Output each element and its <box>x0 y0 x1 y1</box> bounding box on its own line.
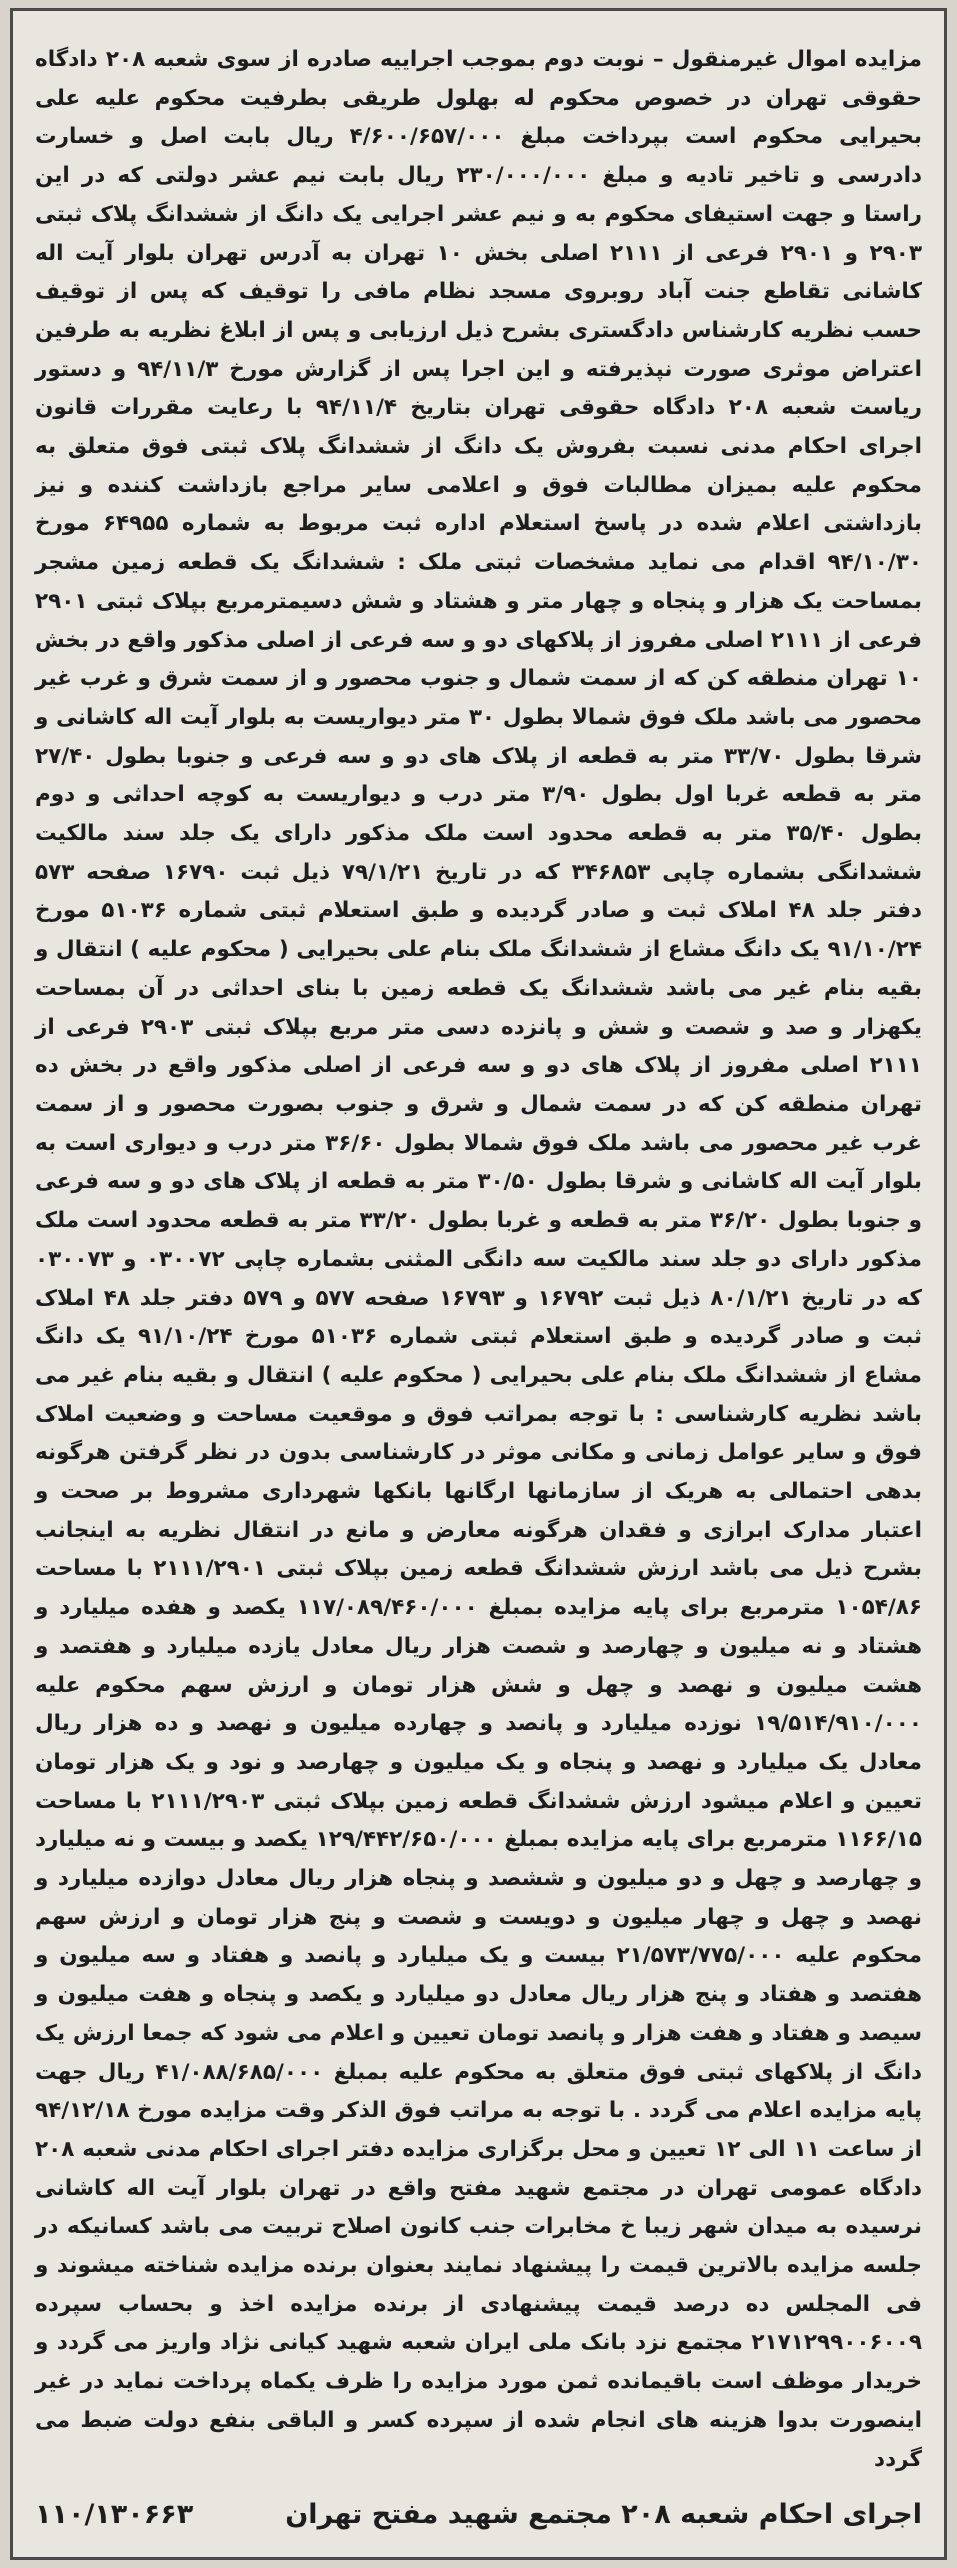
notice-reference-number: ۱۱۰/۱۳۰۶۶۳ <box>35 2499 194 2530</box>
issuing-authority-signature: اجرای احکام شعبه ۲۰۸ مجتمع شهید مفتح تهران <box>285 2499 922 2530</box>
notice-footer <box>35 2491 922 2539</box>
newspaper-notice-clipping <box>10 8 947 2560</box>
auction-notice-body: مزایده اموال غیرمنقول – نوبت دوم بموجب اجراییه صادره از سوی شعبه ۲۰۸ دادگاه حقوقی تهران در خصوص محکوم له بهلول طریقی بطرفیت محکوم علیه علی بحیرایی محکوم است بپرداخت مبلغ ۴/۶۰۰/۶۵۷/۰۰۰ ریال بابت اصل و خسارت دادرسی و تاخیر تادیه و مبلغ ۲۳۰/۰۰۰/۰۰۰ ریال بابت نیم عشر دولتی که در این راستا و جهت استیفای محکوم به و نیم عشر اجرایی یک دانگ از ششدانگ پلاک ثبتی ۲۹۰۳ و ۲۹۰۱ فرعی از ۲۱۱۱ اصلی بخش ۱۰ تهران به آدرس تهران بلوار آیت اله کاشانی تقاطع جنت آباد روبروی مسجد نظام مافی را توقیف که پس از توقیف حسب نظریه کارشناس دادگستری بشرح ذیل ارزیابی و پس از ابلاغ نظریه به طرفین اعتراض موثری صورت نپذیرفته و این اجرا پس از گزارش مورخ ۹۴/۱۱/۳ و دستور ریاست شعبه ۲۰۸ دادگاه حقوقی تهران بتاریخ ۹۴/۱۱/۴ با رعایت مقررات قانون اجرای احکام مدنی نسبت بفروش یک دانگ از ششدانگ پلاک ثبتی فوق متعلق به محکوم علیه بمیزان مطالبات فوق و اعلامی سایر مراجع بازداشت کننده و نیز بازداشتی اعلام شده در پاسخ استعلام اداره ثبت مربوط به شماره ۶۴۹۵۵ مورخ ۹۴/۱۰/۳۰ اقدام می نماید مشخصات ثبتی ملک : ششدانگ یک قطعه زمین مشجر بمساحت یک هزار و پنجاه و چهار متر و هشتاد و شش دسیمترمربع بپلاک ثبتی ۲۹۰۱ فرعی از ۲۱۱۱ اصلی مفروز از پلاکهای دو و سه فرعی از اصلی مذکور واقع در بخش ۱۰ تهران منطقه کن که از سمت شمال و جنوب محصور و از سمت شرق و غرب غیر محصور می باشد ملک فوق شمالا بطول ۳۰ متر دیواریست به بلوار آیت اله کاشانی و شرقا بطول ۳۳/۷۰ متر به قطعه از پلاک های دو و سه فرعی و جنوبا بطول ۲۷/۴۰ متر به قطعه غربا اول بطول ۳/۹۰ متر درب و دیواریست به کوچه احداثی و دوم بطول ۳۵/۴۰ متر به قطعه محدود است ملک مذکور دارای یک جلد سند مالکیت ششدانگی بشماره چاپی ۳۴۶۸۵۳ که در تاریخ ۷۹/۱/۲۱ ذیل ثبت ۱۶۷۹۰ صفحه ۵۷۳ دفتر جلد ۴۸ املاک ثبت و صادر گردیده و طبق استعلام ثبتی شماره ۵۱۰۳۶ مورخ ۹۱/۱۰/۲۴ یک دانگ مشاع از ششدانگ ملک بنام علی بحیرایی ( محکوم علیه ) انتقال و بقیه بنام غیر می باشد ششدانگ یک قطعه زمین با بنای احداثی در آن بمساحت یکهزار و صد و شصت و شش و پانزده دسی متر مربع بپلاک ثبتی ۲۹۰۳ فرعی از ۲۱۱۱ اصلی مفروز از پلاک های دو و سه فرعی از اصلی مذکور واقع در بخش ده تهران منطقه کن که در سمت شمال و شرق و جنوب بصورت محصور و از سمت غرب غیر محصور می باشد ملک فوق شمالا بطول ۳۶/۶۰ متر درب و دیواری است به بلوار آیت اله کاشانی و شرقا بطول ۳۰/۵۰ متر به قطعه از پلاک های دو و سه فرعی و جنوبا بطول ۳۶/۲۰ متر به قطعه و غربا بطول ۳۳/۲۰ متر به قطعه محدود است ملک مذکور دارای دو جلد سند مالکیت سه دانگی المثنی بشماره چاپی ۰۳۰۰۷۲ و ۰۳۰۰۷۳ که در تاریخ ۸۰/۱/۲۱ ذیل ثبت ۱۶۷۹۲ و ۱۶۷۹۳ صفحه ۵۷۷ و ۵۷۹ دفتر جلد ۴۸ املاک ثبت و صادر گردیده و طبق استعلام ثبتی شماره ۵۱۰۳۶ مورخ ۹۱/۱۰/۲۴ یک دانگ مشاع از ششدانگ ملک بنام علی بحیرایی ( محکوم علیه ) انتقال و بقیه بنام غیر می باشد نظریه کارشناسی : با توجه بمراتب فوق و موقعیت مساحت و وضعیت املاک فوق و سایر عوامل زمانی و مکانی موثر در کارشناسی بدون در نظر گرفتن هرگونه بدهی احتمالی به هریک از سازمانها ارگانها بانکها شهرداری مشروط بر صحت و اعتبار مدارک ابرازی و فقدان هرگونه معارض و مانع در انتقال نظریه به اینجانب بشرح ذیل می باشد ارزش ششدانگ قطعه زمین بپلاک ثبتی ۲۱۱۱/۲۹۰۱ با مساحت ۱۰۵۴/۸۶ مترمربع برای پایه مزایده بمبلغ ۱۱۷/۰۸۹/۴۶۰/۰۰۰ یکصد و هفده میلیارد و هشتاد و نه میلیون و چهارصد و شصت هزار ریال معادل یازده میلیارد و هفتصد و هشت میلیون و نهصد و چهل و شش هزار تومان و ارزش سهم محکوم علیه ۱۹/۵۱۴/۹۱۰/۰۰۰ نوزده میلیارد و پانصد و چهارده میلیون و نهصد و ده هزار ریال معادل یک میلیارد و نهصد و پنجاه و یک میلیون و چهارصد و نود و یک هزار تومان تعیین و اعلام میشود ارزش ششدانگ قطعه زمین بپلاک ثبتی ۲۱۱۱/۲۹۰۳ با مساحت ۱۱۶۶/۱۵ مترمربع برای پایه مزایده بمبلغ ۱۲۹/۴۴۲/۶۵۰/۰۰۰ یکصد و بیست و نه میلیارد و چهارصد و چهل و دو میلیون و ششصد و پنجاه هزار ریال معادل دوازده میلیارد و نهصد و چهل و چهار میلیون و دویست و شصت و پنج هزار تومان و ارزش سهم محکوم علیه ۲۱/۵۷۳/۷۷۵/۰۰۰ بیست و یک میلیارد و پانصد و هفتاد و سه میلیون و هفتصد و هفتاد و پنج هزار ریال معادل دو میلیارد و یکصد و پنجاه و هفت میلیون و سیصد و هفتاد و هفت هزار و پانصد تومان تعیین و اعلام می شود که جمعا ارزش یک دانگ از پلاکهای ثبتی فوق متعلق به محکوم علیه بمبلغ ۴۱/۰۸۸/۶۸۵/۰۰۰ ریال جهت پایه مزایده اعلام می گردد . با توجه به مراتب فوق الذکر وقت مزایده مورخ ۹۴/۱۲/۱۸ از ساعت ۱۱ الی ۱۲ تعیین و محل برگزاری مزایده دفتر اجرای احکام مدنی شعبه ۲۰۸ دادگاه عمومی تهران در مجتمع شهید مفتح واقع در تهران بلوار آیت اله کاشانی نرسیده به میدان شهر زیبا خ مخابرات جنب کانون اصلاح تربیت می باشد کسانیکه در جلسه مزایده بالاترین قیمت را پیشنهاد نمایند بعنوان برنده مزایده شناخته میشوند و فی المجلس ده درصد قیمت پیشنهادی از برنده مزایده اخذ و بحساب سپرده ۲۱۷۱۲۹۹۰۰۶۰۰۹ مجتمع نزد بانک ملی ایران شعبه شهید کیانی نژاد واریز می گردد و خریدار موظف است باقیمانده ثمن مورد مزایده را ظرف یکماه پرداخت نماید در غیر اینصورت بدوا هزینه های انجام شده از سپرده کسر و الباقی بنفع دولت ضبط می گردد <box>35 47 923 2472</box>
